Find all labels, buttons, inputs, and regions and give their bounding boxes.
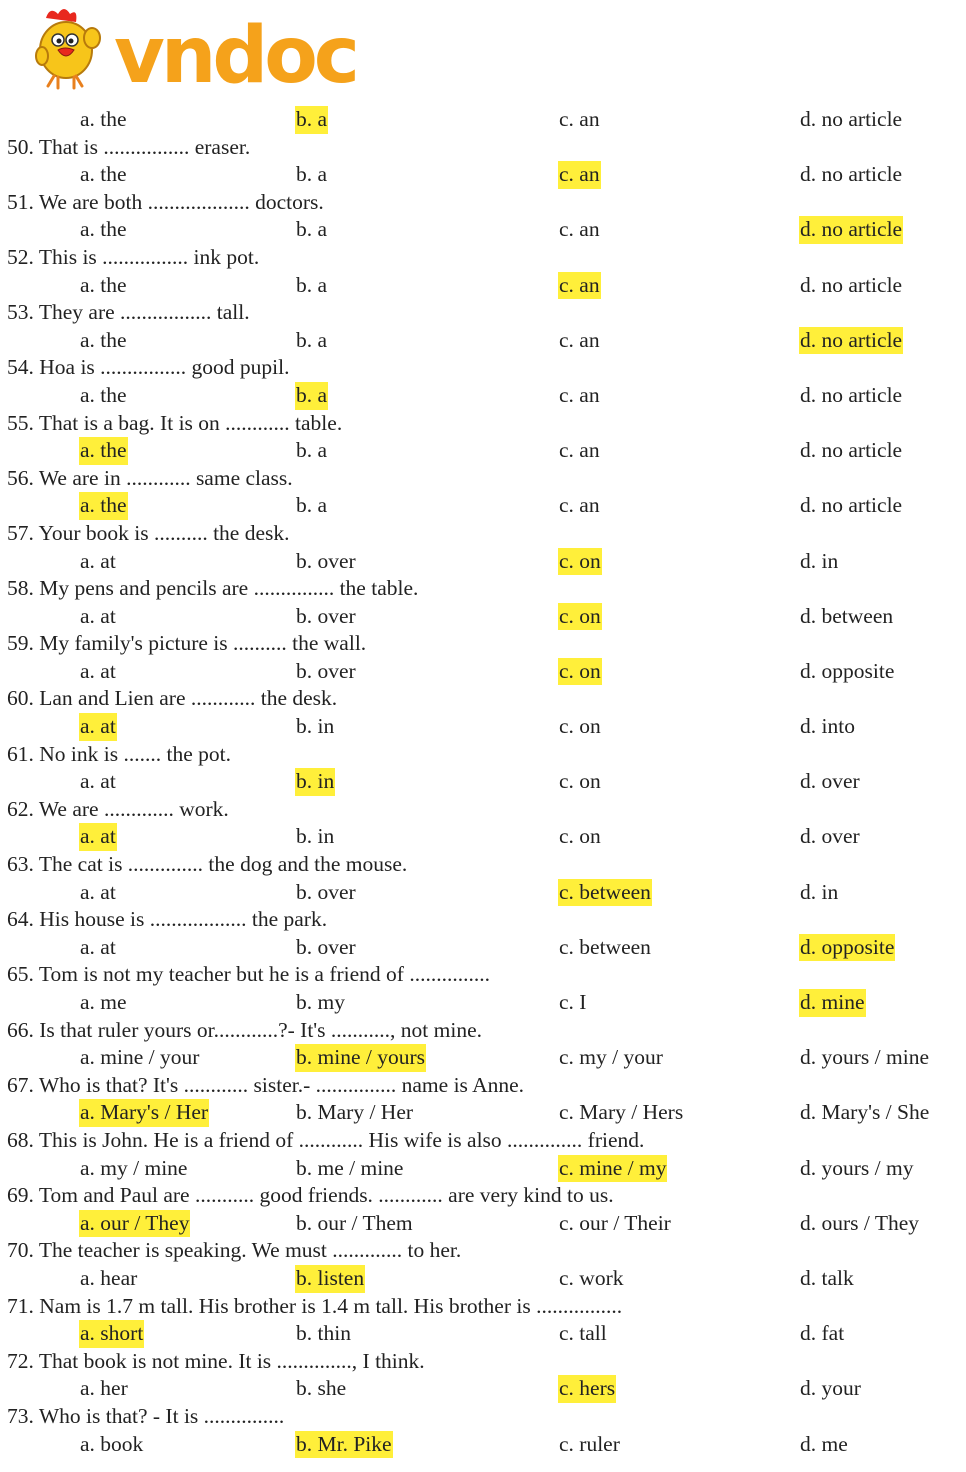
answer-option: a. the <box>80 327 127 352</box>
answer-option: d. opposite <box>800 658 895 683</box>
answer-option: d. over <box>800 769 860 794</box>
answer-option: c. an <box>559 438 600 463</box>
answer-option: d. no article <box>800 438 903 463</box>
answer-option: a. at <box>80 603 116 628</box>
answer-option: a. the <box>80 107 127 131</box>
answer-option-highlighted: c. an <box>558 272 601 300</box>
answer-option-highlighted: c. on <box>558 603 602 631</box>
answer-option: c. tall <box>559 1321 607 1346</box>
option-row <box>0 879 966 907</box>
answer-option: d. no article <box>800 162 903 187</box>
question-text: 62. We are ............. work. <box>7 796 229 821</box>
exercise-list <box>0 106 966 1458</box>
answer-option: d. fat <box>800 1321 845 1346</box>
option-row <box>0 272 966 300</box>
answer-option: a. at <box>80 548 116 573</box>
answer-option: b. in <box>296 824 335 849</box>
question-text: 65. Tom is not my teacher but he is a friend of ............... <box>7 962 490 987</box>
question-text: 55. That is a bag. It is on ............ table. <box>7 410 343 435</box>
answer-option: b. a <box>296 272 328 297</box>
question-text: 73. Who is that? - It is ............... <box>7 1403 285 1428</box>
answer-option: d. Mary's / She <box>800 1100 930 1125</box>
answer-option: c. an <box>559 217 600 242</box>
answer-option: c. on <box>559 824 601 849</box>
option-row <box>0 1099 966 1127</box>
answer-option: d. talk <box>800 1265 854 1290</box>
answer-option: b. she <box>296 1376 347 1401</box>
option-row <box>0 161 966 189</box>
answer-option-highlighted: c. an <box>558 161 601 189</box>
question-text: 51. We are both ................... doctors. <box>7 189 324 214</box>
answer-option: c. on <box>559 714 601 739</box>
question-text: 72. That book is not mine. It is .............., I think. <box>7 1348 425 1373</box>
answer-option: a. hear <box>80 1265 138 1290</box>
answer-option: b. a <box>296 438 328 463</box>
option-row <box>0 1044 966 1072</box>
answer-option: c. I <box>559 990 587 1014</box>
option-row <box>0 989 966 1017</box>
answer-option: b. over <box>296 603 356 628</box>
answer-option-highlighted: b. a <box>295 106 328 134</box>
answer-option: b. in <box>296 714 335 739</box>
question-text: 61. No ink is ....... the pot. <box>7 741 231 766</box>
option-row <box>0 768 966 796</box>
answer-option: b. over <box>296 879 356 904</box>
answer-option: b. a <box>296 327 328 352</box>
answer-option: a. my / mine <box>80 1155 188 1180</box>
answer-option: a. her <box>80 1376 128 1401</box>
option-row <box>0 658 966 686</box>
answer-option-highlighted: d. no article <box>799 327 903 355</box>
answer-option: d. your <box>800 1376 861 1401</box>
answer-option: a. the <box>80 217 127 242</box>
option-row <box>0 1431 966 1459</box>
answer-option: d. in <box>800 548 839 573</box>
answer-option: b. Mary / Her <box>296 1100 414 1125</box>
answer-option: b. thin <box>296 1321 351 1346</box>
answer-option: d. between <box>800 603 894 628</box>
question-text: 56. We are in ............ same class. <box>7 465 293 490</box>
answer-option: c. an <box>559 493 600 518</box>
answer-option-highlighted: c. hers <box>558 1375 616 1403</box>
option-row <box>0 823 966 851</box>
question-text: 63. The cat is .............. the dog and the mouse. <box>7 852 408 877</box>
answer-option: b. over <box>296 548 356 573</box>
option-row <box>0 713 966 741</box>
answer-option-highlighted: b. mine / yours <box>295 1044 426 1072</box>
answer-option-highlighted: b. in <box>295 768 335 796</box>
option-row <box>0 934 966 962</box>
question-text: 52. This is ................ ink pot. <box>7 244 260 269</box>
answer-option: c. an <box>559 327 600 352</box>
answer-option: d. no article <box>800 107 903 131</box>
answer-option: a. mine / your <box>80 1045 200 1070</box>
answer-option: c. ruler <box>559 1431 620 1456</box>
answer-option-highlighted: a. our / They <box>79 1210 190 1238</box>
answer-option-highlighted: a. at <box>79 823 117 851</box>
question-text: 59. My family's picture is .......... the wall. <box>7 631 367 656</box>
answer-option: b. a <box>296 162 328 187</box>
answer-option: b. me / mine <box>296 1155 404 1180</box>
answer-option-highlighted: c. mine / my <box>558 1155 667 1183</box>
option-row <box>0 1320 966 1348</box>
answer-option: a. at <box>80 934 116 959</box>
svg-text:vndoc: vndoc <box>114 11 357 92</box>
answer-option-highlighted: d. no article <box>799 216 903 244</box>
question-text: 50. That is ................ eraser. <box>7 134 251 159</box>
question-text: 64. His house is .................. the park. <box>7 907 328 932</box>
answer-option: d. in <box>800 879 839 904</box>
option-row <box>0 1375 966 1403</box>
answer-option-highlighted: c. on <box>558 548 602 576</box>
question-text: 67. Who is that? It's ............ sister.- ............... name is Anne. <box>7 1072 525 1097</box>
option-row <box>0 382 966 410</box>
answer-option: c. an <box>559 107 600 131</box>
option-row <box>0 1210 966 1238</box>
answer-option-highlighted: c. between <box>558 879 652 907</box>
answer-option: d. no article <box>800 382 903 407</box>
answer-option-highlighted: b. Mr. Pike <box>295 1431 393 1459</box>
option-row <box>0 1265 966 1293</box>
question-text: 58. My pens and pencils are ............... the table. <box>7 576 419 601</box>
chick-mascot-icon <box>18 4 358 92</box>
option-row <box>0 216 966 244</box>
option-row <box>0 603 966 631</box>
answer-option: d. over <box>800 824 860 849</box>
vndoc-logo <box>18 4 358 92</box>
option-row <box>0 437 966 465</box>
question-text: 66. Is that ruler yours or............?- It's ..........., not mine. <box>7 1017 483 1042</box>
question-text: 70. The teacher is speaking. We must ............. to her. <box>7 1238 462 1263</box>
answer-option: b. our / Them <box>296 1210 413 1235</box>
question-text: 69. Tom and Paul are ........... good friends. ............ are very kind to us. <box>7 1183 614 1208</box>
answer-option: d. me <box>800 1431 848 1456</box>
question-text: 71. Nam is 1.7 m tall. His brother is 1.4 m tall. His brother is ................ <box>7 1293 623 1318</box>
answer-option: b. over <box>296 658 356 683</box>
answer-option: d. no article <box>800 493 903 518</box>
answer-option-highlighted: a. short <box>79 1320 144 1348</box>
option-row <box>0 327 966 355</box>
question-text: 57. Your book is .......... the desk. <box>7 520 290 545</box>
answer-option: b. a <box>296 217 328 242</box>
question-text: 68. This is John. He is a friend of ............ His wife is also .............. friend. <box>7 1127 645 1152</box>
option-row <box>0 492 966 520</box>
answer-option: c. work <box>559 1265 624 1290</box>
answer-option: b. over <box>296 934 356 959</box>
answer-option-highlighted: c. on <box>558 658 602 686</box>
question-text: 54. Hoa is ................ good pupil. <box>7 355 290 380</box>
answer-option: a. me <box>80 990 127 1014</box>
answer-option: a. the <box>80 382 127 407</box>
answer-option-highlighted: d. mine <box>799 989 866 1017</box>
answer-option: a. at <box>80 769 116 794</box>
answer-option-highlighted: b. listen <box>295 1265 365 1293</box>
answer-option: a. the <box>80 272 127 297</box>
answer-option-highlighted: a. at <box>79 713 117 741</box>
answer-option: d. into <box>800 714 855 739</box>
answer-option-highlighted: a. the <box>79 492 128 520</box>
answer-option: c. an <box>559 382 600 407</box>
option-row <box>0 1155 966 1183</box>
question-text: 60. Lan and Lien are ............ the desk. <box>7 686 338 711</box>
answer-option-highlighted: b. a <box>295 382 328 410</box>
answer-option: a. the <box>80 162 127 187</box>
answer-option: d. yours / my <box>800 1155 914 1180</box>
answer-option: b. a <box>296 493 328 518</box>
option-row <box>0 548 966 576</box>
answer-option: c. Mary / Hers <box>559 1100 684 1125</box>
answer-option: c. between <box>559 934 651 959</box>
option-row <box>0 106 966 134</box>
answer-option: c. our / Their <box>559 1210 671 1235</box>
answer-option: c. on <box>559 769 601 794</box>
answer-option: d. ours / They <box>800 1210 920 1235</box>
answer-option: a. at <box>80 658 116 683</box>
answer-option-highlighted: d. opposite <box>799 934 895 962</box>
answer-option: a. book <box>80 1431 144 1456</box>
answer-option-highlighted: a. the <box>79 437 128 465</box>
answer-option: a. at <box>80 879 116 904</box>
answer-option: d. no article <box>800 272 903 297</box>
answer-option-highlighted: a. Mary's / Her <box>79 1099 209 1127</box>
question-text: 53. They are ................. tall. <box>7 300 250 325</box>
answer-option: b. my <box>296 990 345 1014</box>
answer-option: c. my / your <box>559 1045 663 1070</box>
answer-option: d. yours / mine <box>800 1045 929 1070</box>
